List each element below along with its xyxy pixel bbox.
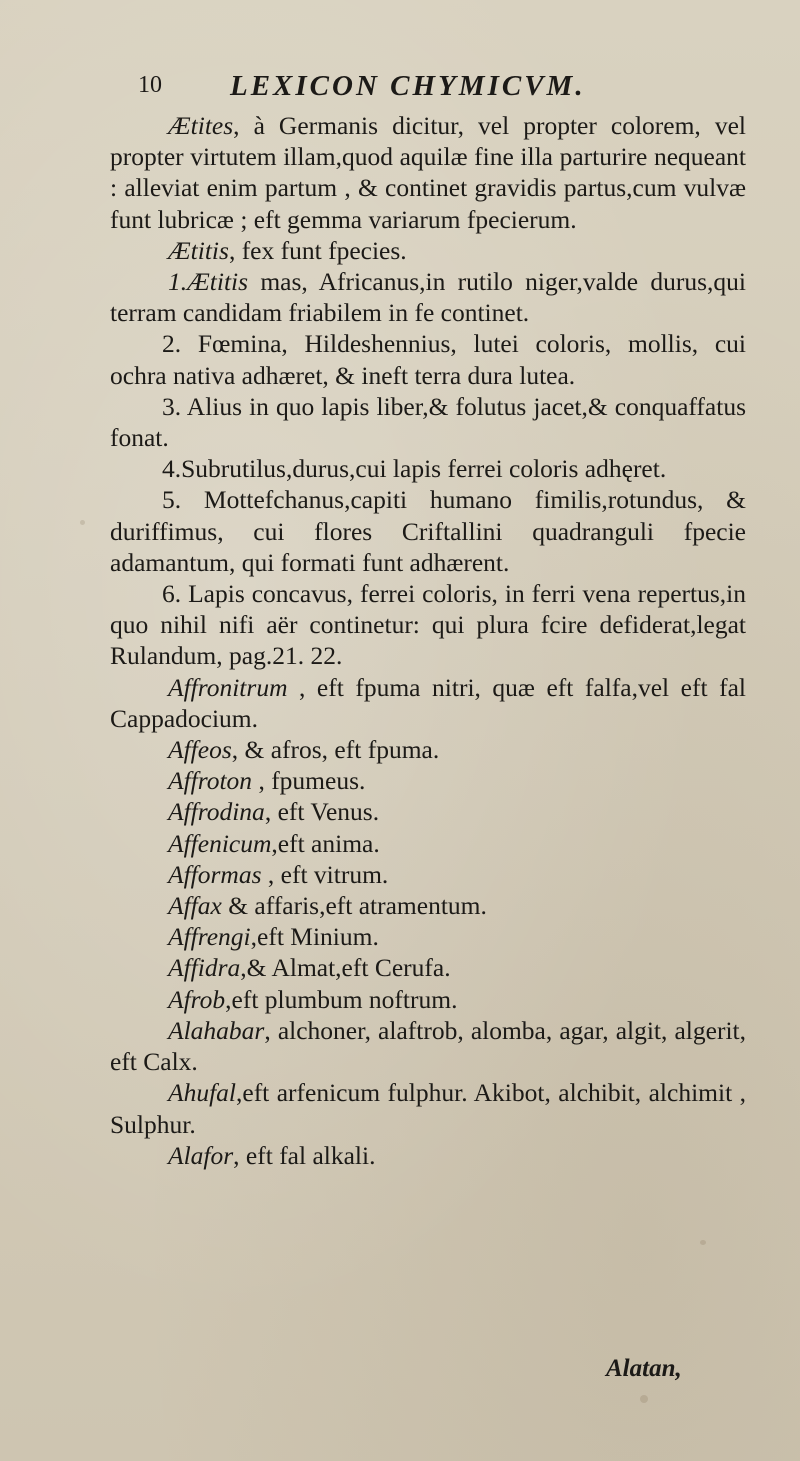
entry-text: & affaris,eft atramentum. bbox=[221, 891, 487, 921]
entry-affidra bbox=[110, 952, 746, 983]
entry-aetitis bbox=[110, 235, 746, 266]
entry-headword: Alafor bbox=[168, 1140, 234, 1170]
entry-affax bbox=[110, 890, 746, 921]
entry-text: , fpumeus. bbox=[252, 766, 366, 796]
page-header bbox=[138, 70, 738, 106]
entry-headword: Ætitis bbox=[168, 235, 229, 265]
entry-headword: 1.Ætitis bbox=[168, 267, 249, 297]
entry-text: 6. Lapis concavus, ferrei coloris, in ferri vena repertus,in quo nihil nifi aër continetur: qui plura fcire defiderat,legat Rulandum, pag.21. 22. bbox=[110, 579, 746, 671]
entry-text: , eft Venus. bbox=[264, 797, 380, 827]
species-6 bbox=[110, 578, 746, 672]
entry-alahabar bbox=[110, 1015, 746, 1077]
entry-affenicum bbox=[110, 828, 746, 859]
entry-headword: Ætites bbox=[168, 111, 234, 140]
species-4 bbox=[110, 453, 746, 484]
entry-text: ,eft anima. bbox=[271, 828, 380, 858]
entry-text: , eft fal alkali. bbox=[233, 1140, 376, 1170]
entry-headword: Affroton bbox=[168, 766, 253, 796]
entry-headword: Affenicum bbox=[168, 828, 272, 858]
entry-affeos bbox=[110, 734, 746, 765]
paper-stain bbox=[700, 1240, 706, 1245]
entry-afrob bbox=[110, 984, 746, 1015]
entry-headword: Alahabar bbox=[168, 1015, 265, 1045]
entry-text: mas, Africanus,in rutilo niger,valde durus,qui terram candidam friabilem in fe continet. bbox=[110, 267, 746, 328]
entry-affrengi bbox=[110, 921, 746, 952]
paper-stain bbox=[640, 1395, 648, 1403]
entry-text: 5. Mottefchanus,capiti humano fimilis,rotundus, & duriffimus, cui flores Criftallini quadranguli fpecie adamantum, qui formati funt adhærent. bbox=[110, 485, 746, 577]
entry-headword: Affronitrum bbox=[168, 672, 288, 702]
entry-headword: Ahufal bbox=[168, 1078, 236, 1108]
entry-text: , fex funt fpecies. bbox=[228, 235, 407, 265]
entry-headword: Affeos bbox=[168, 735, 232, 765]
entry-ahufal bbox=[110, 1077, 746, 1139]
entry-text: , & afros, eft fpuma. bbox=[231, 735, 440, 765]
lexicon-text bbox=[110, 110, 746, 1171]
entry-text: ,eft Minium. bbox=[250, 922, 379, 952]
entry-aetites bbox=[110, 110, 746, 235]
species-2 bbox=[110, 328, 746, 390]
entry-alafor bbox=[110, 1140, 746, 1171]
paper-stain bbox=[80, 520, 85, 525]
entry-affrodina bbox=[110, 796, 746, 827]
entry-text: ,eft plumbum noftrum. bbox=[225, 984, 458, 1014]
entry-headword: Affrodina bbox=[168, 797, 265, 827]
species-1 bbox=[110, 266, 746, 328]
entry-headword: Afrob bbox=[168, 984, 226, 1014]
running-title: LEXICON CHYMICVM. bbox=[230, 70, 586, 102]
entry-text: , à Germanis dicitur, vel propter colorem, vel propter virtutem illam,quod aquilæ fine illa parturire nequeant : alleviat enim partum , & continet gravidis partus,cum vulvæ funt lubricæ ; eft gemma variarum fpecierum. bbox=[110, 111, 746, 234]
entry-text: 2. Fœmina, Hildeshennius, lutei coloris, mollis, cui ochra nativa adhæret, & ineft terra dura lutea. bbox=[110, 329, 746, 390]
entry-text: ,& Almat,eft Cerufa. bbox=[240, 953, 451, 983]
entry-headword: Affrengi bbox=[168, 922, 251, 952]
entry-text: , eft fpuma nitri, quæ eft falfa,vel eft fal Cappadocium. bbox=[110, 672, 746, 733]
entry-text: 4.Subrutilus,durus,cui lapis ferrei coloris adhęret. bbox=[162, 454, 667, 484]
entry-text: ,eft arfenicum fulphur. Akibot, alchibit, alchimit , Sulphur. bbox=[110, 1078, 746, 1139]
entry-text: , alchoner, alaftrob, alomba, agar, algit, algerit, eft Calx. bbox=[110, 1015, 746, 1077]
entry-afformas bbox=[110, 859, 746, 890]
entry-text: , eft vitrum. bbox=[261, 859, 389, 889]
entry-headword: Affax bbox=[168, 891, 222, 921]
page-number: 10 bbox=[138, 72, 162, 98]
entry-text: 3. Alius in quo lapis liber,& folutus jacet,& conquaffatus fonat. bbox=[110, 391, 746, 453]
entry-affroton bbox=[110, 765, 746, 796]
species-5 bbox=[110, 484, 746, 578]
catchword: Alatan, bbox=[606, 1355, 682, 1382]
entry-headword: Affidra bbox=[168, 953, 241, 983]
species-3 bbox=[110, 391, 746, 453]
entry-affronitrum bbox=[110, 672, 746, 734]
entry-headword: Afformas bbox=[168, 859, 262, 889]
